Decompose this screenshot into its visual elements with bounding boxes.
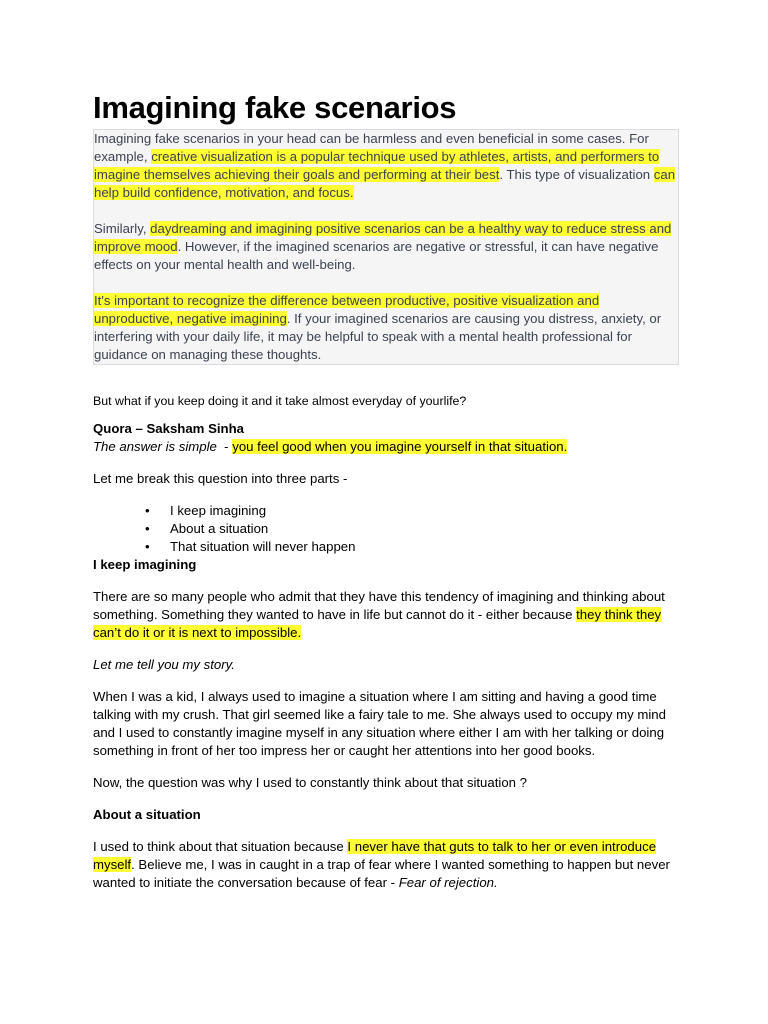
highlight: they think they can’t do it or it is next to impossible. <box>93 607 662 640</box>
quoted-answer-box <box>93 129 679 365</box>
section-heading: About a situation <box>93 807 201 822</box>
body-text: There are so many people who admit that they have this tendency of imagining and thinking about something. Something they wanted to have in life but cannot do it - either because <box>93 589 665 622</box>
quote-paragraph-2 <box>94 220 676 274</box>
quote-text: Imagining fake scenarios in your head can be harmless and even beneficial in some cases. For example, <box>94 131 649 164</box>
section2-paragraph-1 <box>93 838 683 892</box>
document-body <box>93 392 683 892</box>
quote-text: . However, if the imagined scenarios are negative or stressful, it can have negative effects on your mental health and well-being. <box>94 239 659 272</box>
section1-paragraph-3: Now, the question was why I used to constantly think about that situation ? <box>93 775 527 790</box>
parts-list <box>93 502 683 556</box>
highlight: you feel good when you imagine yourself in that situation. <box>232 439 568 454</box>
highlight: can help build confidence, motivation, and focus. <box>94 167 676 200</box>
break-intro: Let me break this question into three parts - <box>93 471 348 486</box>
story-line: Let me tell you my story. <box>93 657 235 672</box>
section1-paragraph-1 <box>93 588 683 642</box>
quote-text: Similarly, <box>94 221 151 236</box>
quote-text: . If your imagined scenarios are causing you distress, anxiety, or interfering with your daily life, it may be helpful to speak with a mental health professional for guidance on managing these thoughts. <box>94 311 662 362</box>
document-page <box>93 88 683 892</box>
list-item: • That situation will never happen <box>170 538 683 556</box>
list-item: • I keep imagining <box>170 502 683 520</box>
emphasis: Fear of rejection. <box>398 875 498 890</box>
list-item: • About a situation <box>170 520 683 538</box>
answer-dash: - <box>216 439 233 454</box>
highlight: I never have that guts to talk to her or even introduce myself <box>93 839 657 872</box>
body-text: I used to think about that situation because <box>93 839 348 854</box>
answer-line <box>93 438 683 456</box>
source-credit: Quora – Saksham Sinha <box>93 421 244 436</box>
section-heading: I keep imagining <box>93 557 197 572</box>
document-title: Imagining fake scenarios <box>93 90 457 125</box>
quote-paragraph-1 <box>94 130 676 202</box>
highlight: It's important to recognize the difference between productive, positive visualization and unproductive, negative imagining <box>94 293 600 326</box>
question-line: But what if you keep doing it and it take almost everyday of yourlife? <box>93 394 467 408</box>
section1-paragraph-2: When I was a kid, I always used to imagine a situation where I am sitting and having a good time talking with my crush. That girl seemed like a fairy tale to me. She always used to occupy my mind and I used to constantly imagine myself in any situation where either I am with her talking or doing something in front of her too impress her or caught her attentions into her good books. <box>93 689 666 758</box>
answer-lead: The answer is simple <box>93 439 217 454</box>
body-text: . Believe me, I was in caught in a trap of fear where I wanted something to happen but never wanted to initiate the conversation because of fear - <box>93 857 670 890</box>
highlight: daydreaming and imagining positive scenarios can be a healthy way to reduce stress and improve mood <box>94 221 672 254</box>
quote-text: . This type of visualization <box>499 167 654 182</box>
highlight: creative visualization is a popular technique used by athletes, artists, and performers to imagine themselves achieving their goals and performing at their best <box>94 149 660 182</box>
quote-paragraph-3 <box>94 292 676 364</box>
